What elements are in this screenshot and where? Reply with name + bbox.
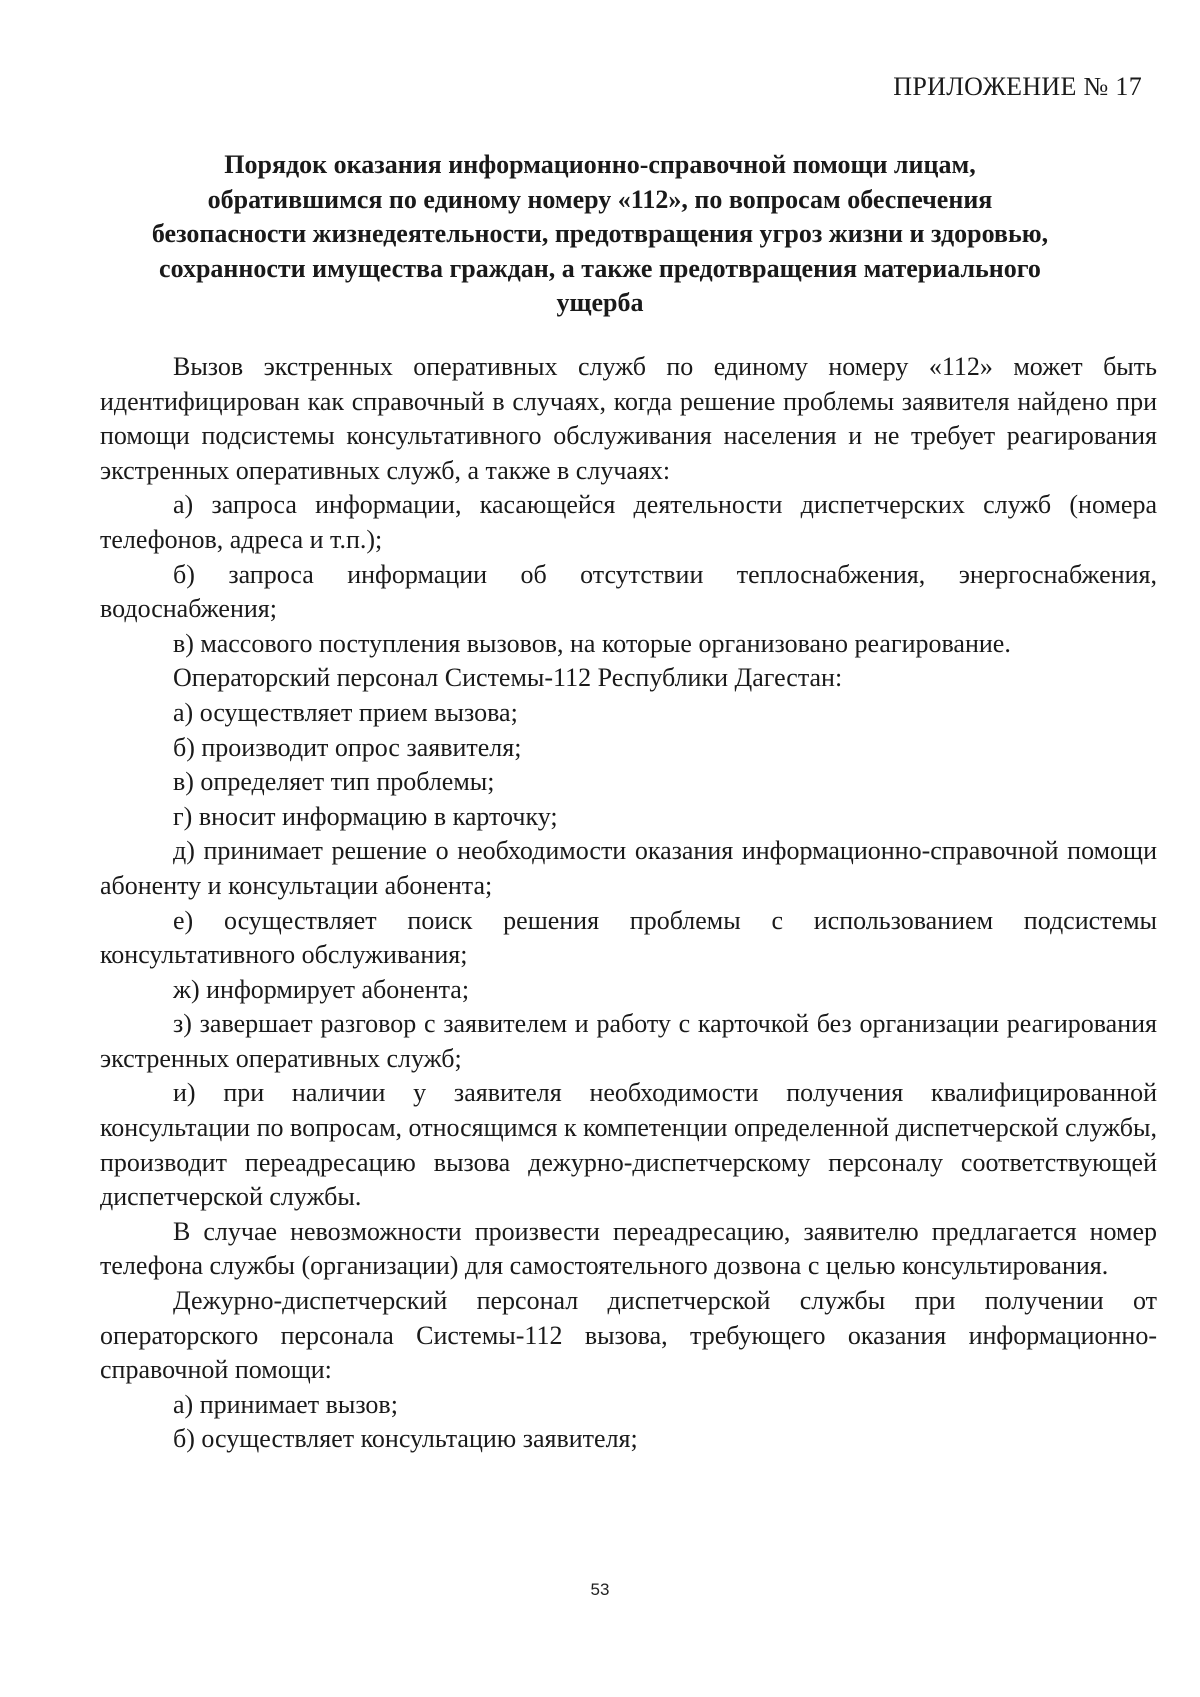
title-line: обратившимся по единому номеру «112», по вопросам обеспечения	[207, 184, 993, 214]
title-line: ущерба	[556, 288, 644, 317]
operator-item-i: и) при наличии у заявителя необходимости получения квалифицированной консультации по вопросам, относящимся к компетенции определенной диспетчерской службы, производит переадресацию вызова дежурно-диспетчерскому персоналу соответствующей диспетчерской службы.	[100, 1078, 1157, 1212]
intro-paragraph: Вызов экстренных оперативных служб по единому номеру «112» может быть идентифицирован как справочный в случаях, когда решение проблемы заявителя найдено при помощи подсистемы консультативного обслуживания населения и не требует реагирования экстренных оперативных служб, а также в случаях:	[100, 352, 1157, 485]
list-item-v: в) массового поступления вызовов, на которые организовано реагирование.	[173, 628, 1011, 658]
dispatch-staff-paragraph: Дежурно-диспетчерский персонал диспетчерской службы при получении от операторского персонала Системы-112 вызова, требующего оказания информационно-справочной помощи:	[100, 1286, 1157, 1385]
operator-item-v: в) определяет тип проблемы;	[173, 767, 495, 797]
title-line: сохранности имущества граждан, а также предотвращения материального	[159, 253, 1041, 283]
page-number: 53	[590, 1580, 610, 1599]
list-item-b: б) запроса информации об отсутствии теплоснабжения, энергоснабжения, водоснабжения;	[100, 559, 1157, 624]
operator-item-d: д) принимает решение о необходимости оказания информационно-справочной помощи абоненту и консультации абонента;	[100, 836, 1157, 900]
appendix-label: ПРИЛОЖЕНИЕ № 17	[893, 72, 1142, 101]
document-body	[100, 350, 1157, 1457]
title-line: Порядок оказания информационно-справочной помощи лицам,	[224, 150, 976, 179]
dispatch-item-b: б) осуществляет консультацию заявителя;	[173, 1424, 638, 1454]
operator-item-b: б) производит опрос заявителя;	[173, 732, 522, 762]
dispatch-item-a: а) принимает вызов;	[173, 1389, 398, 1419]
operator-item-a: а) осуществляет прием вызова;	[173, 697, 518, 727]
list-item-a: а) запроса информации, касающейся деятельности диспетчерских служб (номера телефонов, адреса и т.п.);	[100, 490, 1157, 554]
operator-staff-paragraph: Операторский персонал Системы-112 Республики Дагестан:	[173, 663, 843, 693]
operator-item-z: з) завершает разговор с заявителем и работу с карточкой без организации реагирования экстренных оперативных служб;	[100, 1009, 1157, 1073]
operator-item-e: е) осуществляет поиск решения проблемы с использованием подсистемы консультативного обслуживания;	[100, 905, 1157, 970]
operator-item-g: г) вносит информацию в карточку;	[173, 801, 558, 831]
title-line: безопасности жизнедеятельности, предотвращения угроз жизни и здоровью,	[151, 219, 1049, 248]
document-title	[100, 148, 1100, 321]
operator-item-zh: ж) информирует абонента;	[173, 974, 470, 1004]
redirect-paragraph: В случае невозможности произвести переадресацию, заявителю предлагается номер телефона службы (организации) для самостоятельного дозвона с целью консультирования.	[100, 1216, 1157, 1281]
